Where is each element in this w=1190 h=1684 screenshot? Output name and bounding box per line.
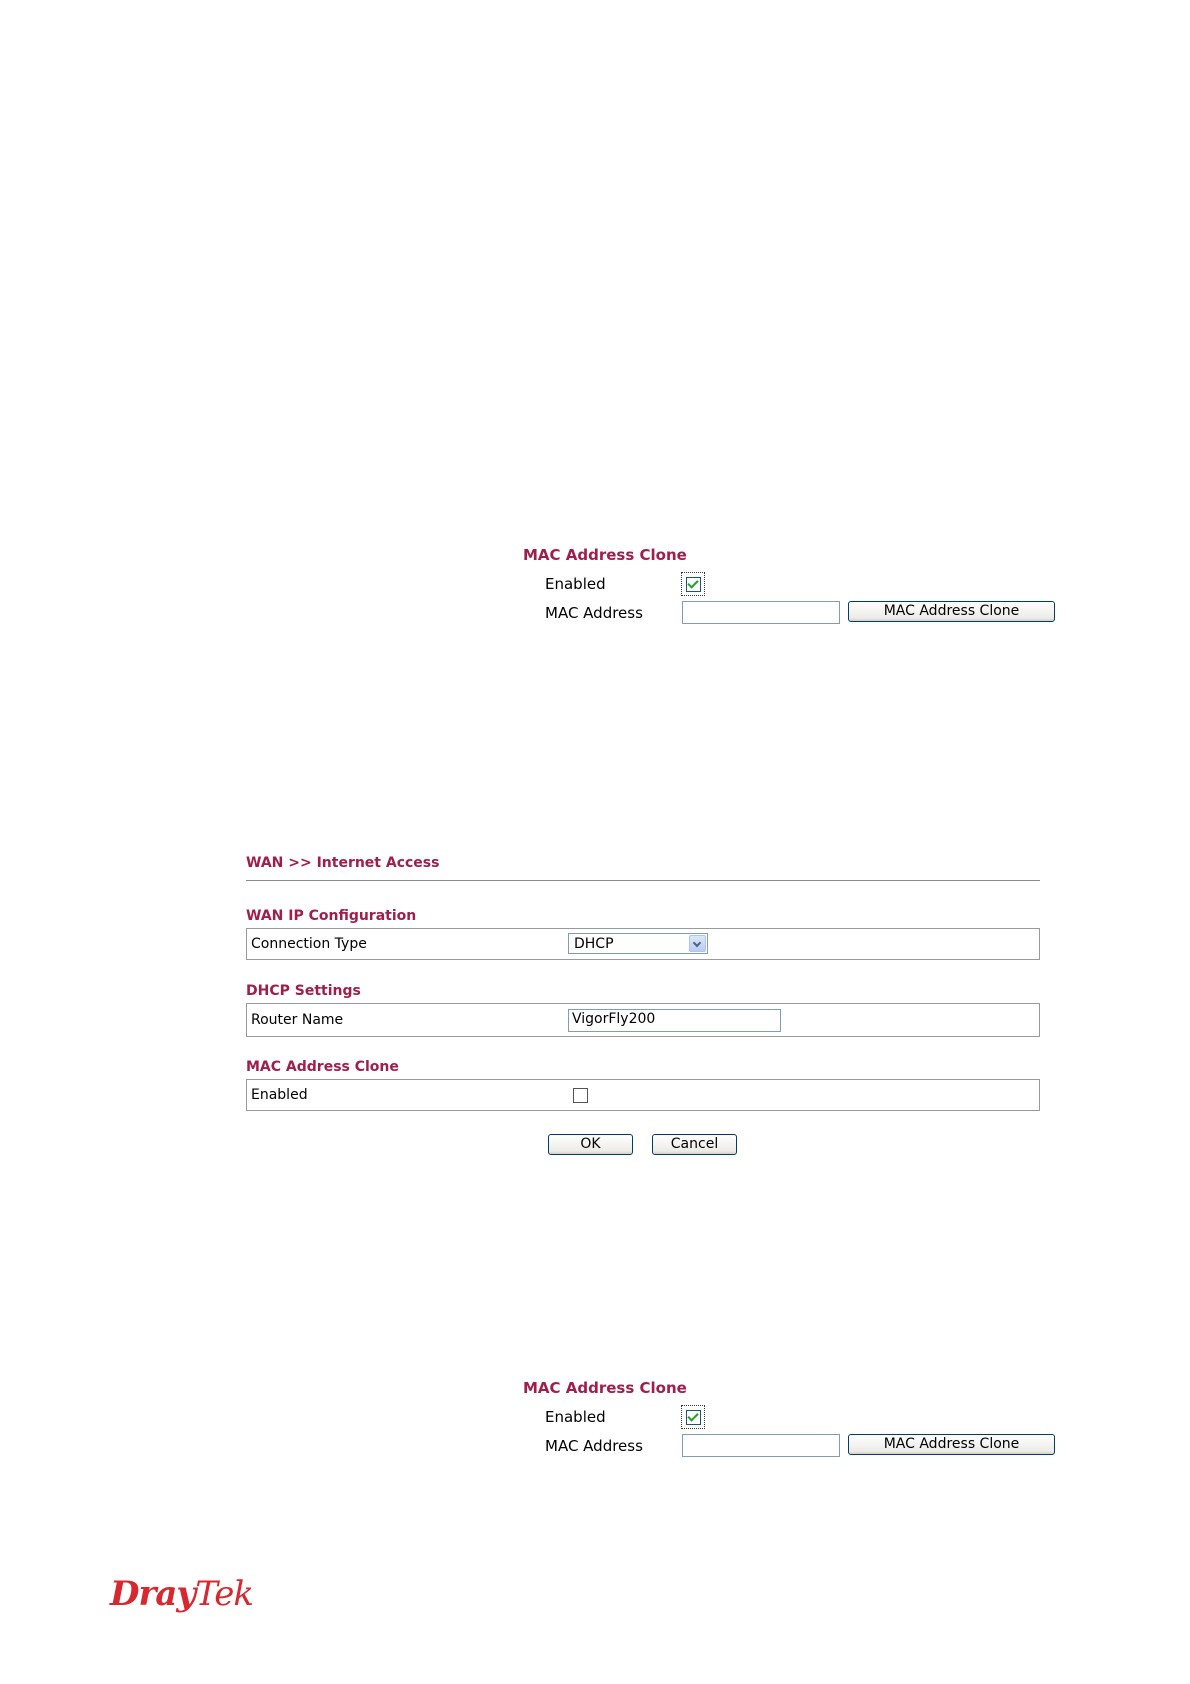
dhcp-box [246, 1003, 1040, 1037]
mac-address-label: MAC Address [545, 604, 643, 622]
section-title-mac-clone: MAC Address Clone [246, 1059, 399, 1075]
chevron-down-icon[interactable] [689, 935, 706, 952]
checkbox-focus-ring [681, 572, 705, 596]
mac-clone-box [246, 1079, 1040, 1111]
section-title-wan-ip: WAN IP Configuration [246, 908, 417, 924]
ok-button[interactable]: OK [548, 1134, 633, 1155]
cancel-button[interactable]: Cancel [652, 1134, 737, 1155]
section-title-mac-clone: MAC Address Clone [523, 1379, 687, 1397]
mac-address-label: MAC Address [545, 1437, 643, 1455]
logo-dray: Dray [110, 1574, 196, 1614]
divider [246, 880, 1040, 881]
section-title-mac-clone: MAC Address Clone [523, 546, 687, 564]
enabled-label: Enabled [545, 575, 606, 593]
draytek-logo [110, 1574, 253, 1614]
mac-address-input[interactable] [682, 1434, 840, 1457]
enabled-checkbox[interactable] [573, 1088, 588, 1103]
router-name-input[interactable]: VigorFly200 [568, 1009, 781, 1032]
mac-address-clone-button[interactable]: MAC Address Clone [848, 1434, 1055, 1455]
checkbox-focus-ring [681, 1405, 705, 1429]
enabled-label: Enabled [545, 1408, 606, 1426]
enabled-checkbox[interactable] [686, 1410, 701, 1425]
enabled-checkbox[interactable] [686, 577, 701, 592]
router-name-label: Router Name [251, 1012, 344, 1028]
section-title-dhcp: DHCP Settings [246, 983, 361, 999]
mac-address-clone-button[interactable]: MAC Address Clone [848, 601, 1055, 622]
breadcrumb: WAN >> Internet Access [246, 855, 440, 871]
wan-ip-box [246, 928, 1040, 960]
connection-type-label: Connection Type [251, 936, 367, 952]
enabled-label: Enabled [251, 1087, 308, 1103]
connection-type-select[interactable] [568, 933, 708, 954]
mac-address-input[interactable] [682, 601, 840, 624]
connection-type-value: DHCP [574, 936, 614, 952]
logo-tek: Tek [195, 1574, 253, 1614]
